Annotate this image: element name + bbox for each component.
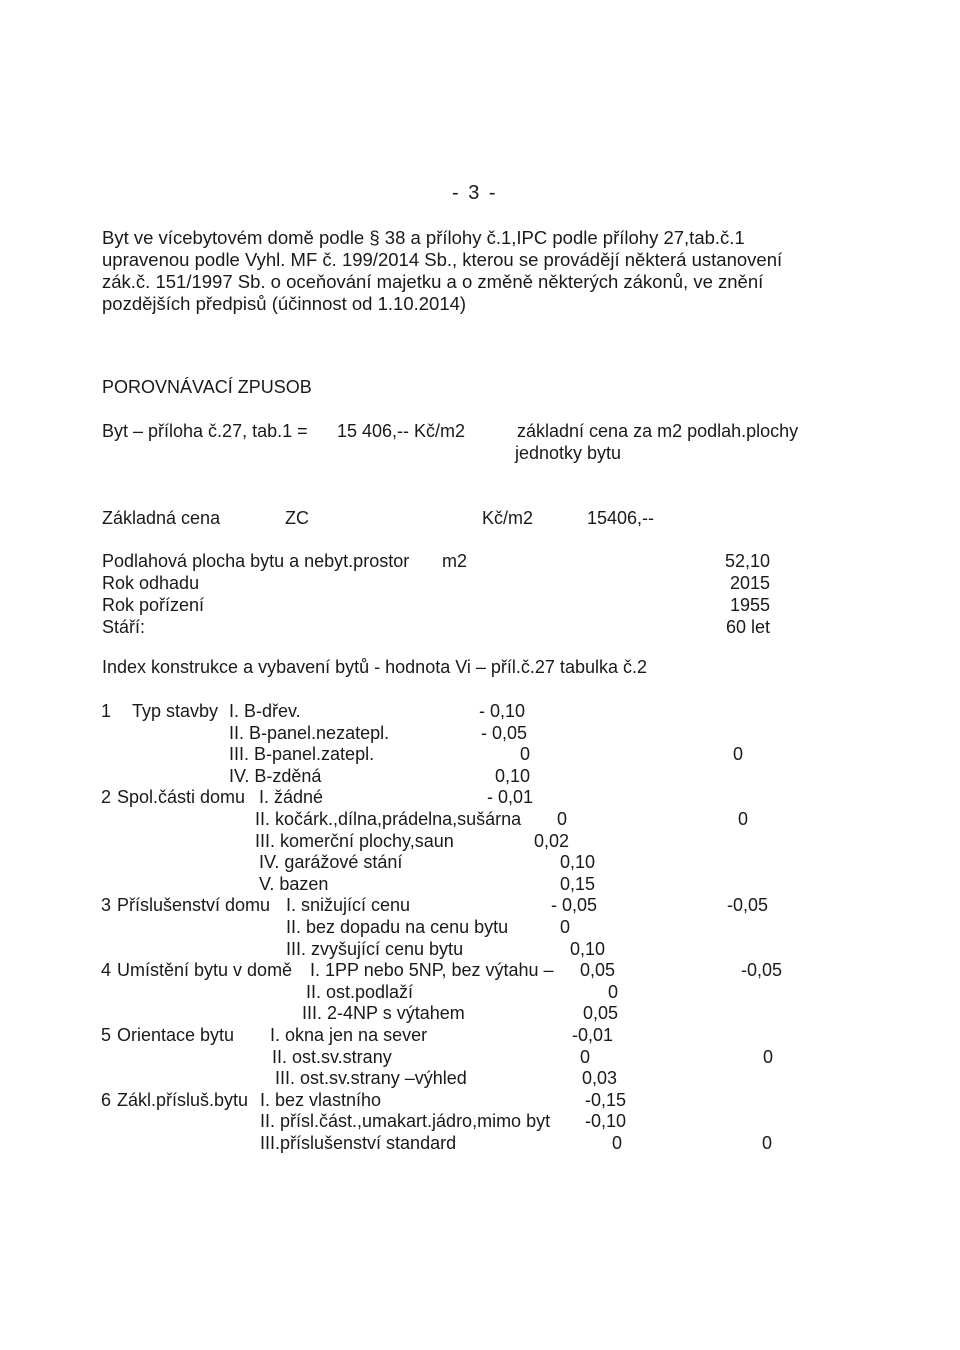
- index-option: I. snižující cenu: [286, 895, 411, 915]
- property-value: 1955: [729, 595, 770, 615]
- base-price-label: Byt – příloha č.27, tab.1 =: [102, 421, 308, 441]
- index-coefficient: 0: [607, 982, 618, 1002]
- property-label: Rok odhadu: [102, 573, 200, 593]
- index-option: IV. B-zděná: [229, 766, 322, 786]
- index-option: II. přísl.část.,umakart.jádro,mimo byt: [260, 1111, 551, 1131]
- index-selected-value: 0: [762, 1047, 773, 1067]
- index-coefficient: 0: [559, 917, 570, 937]
- property-value: 2015: [729, 573, 770, 593]
- index-selected-value: -0,05: [726, 895, 768, 915]
- index-heading: Index konstrukce a vybavení bytů - hodnota Vi – příl.č.27 tabulka č.2: [102, 657, 647, 677]
- index-row-number: 5: [101, 1025, 112, 1045]
- index-coefficient: 0,03: [581, 1068, 617, 1088]
- base-price-note-line-1: základní cena za m2 podlah.plochy: [517, 421, 799, 441]
- zc-label: Základná cena: [102, 508, 221, 528]
- intro-line-2: upravenou podle Vyhl. MF č. 199/2014 Sb., kterou se provádějí některá ustanovení: [102, 249, 783, 270]
- index-coefficient: - 0,05: [550, 895, 597, 915]
- index-coefficient: 0,10: [494, 766, 530, 786]
- index-selected-value: 0: [732, 744, 743, 764]
- index-option: I. B-dřev.: [229, 701, 301, 721]
- index-coefficient: 0,10: [569, 939, 605, 959]
- index-coefficient: 0,05: [582, 1003, 618, 1023]
- index-category: Umístění bytu v domě: [117, 960, 293, 980]
- index-category: Spol.části domu: [117, 787, 246, 807]
- index-coefficient: 0,15: [559, 874, 595, 894]
- zc-unit: Kč/m2: [482, 508, 534, 528]
- intro-line-3: zák.č. 151/1997 Sb. o oceňování majetku a o změně některých zákonů, ve znění: [102, 271, 764, 292]
- index-option: III. B-panel.zatepl.: [229, 744, 375, 764]
- index-option: I. 1PP nebo 5NP, bez výtahu –: [310, 960, 554, 980]
- index-coefficient: 0: [611, 1133, 622, 1153]
- index-option: III. komerční plochy,saun: [255, 831, 454, 851]
- index-category: Orientace bytu: [117, 1025, 235, 1045]
- index-row-number: 6: [101, 1090, 112, 1110]
- index-coefficient: 0,05: [579, 960, 615, 980]
- index-category: Příslušenství domu: [117, 895, 271, 915]
- index-selected-value: 0: [737, 809, 748, 829]
- index-row-number: 3: [101, 895, 112, 915]
- intro-line-1: Byt ve vícebytovém domě podle § 38 a přílohy č.1,IPC podle přílohy 27,tab.č.1: [102, 227, 745, 248]
- index-row-number: 1: [101, 701, 112, 721]
- index-coefficient: -0,10: [584, 1111, 626, 1131]
- index-option: II. ost.sv.strany: [272, 1047, 392, 1067]
- property-label: Stáří:: [102, 617, 146, 637]
- property-value: 52,10: [724, 551, 770, 571]
- index-coefficient: -0,15: [584, 1090, 626, 1110]
- index-coefficient: 0,10: [559, 852, 595, 872]
- property-value: 60 let: [725, 617, 770, 637]
- index-row-number: 4: [101, 960, 112, 980]
- index-coefficient: 0: [519, 744, 530, 764]
- index-option: III. zvyšující cenu bytu: [286, 939, 464, 959]
- index-category: Zákl.přísluš.bytu: [117, 1090, 249, 1110]
- index-option: I. bez vlastního: [260, 1090, 382, 1110]
- section-title: POROVNÁVACÍ ZPUSOB: [102, 377, 312, 397]
- index-option: I. žádné: [259, 787, 324, 807]
- index-row-number: 2: [101, 787, 112, 807]
- base-price-value: 15 406,-- Kč/m2: [337, 421, 466, 441]
- zc-value: 15406,--: [587, 508, 655, 528]
- index-option: II. B-panel.nezatepl.: [229, 723, 390, 743]
- index-coefficient: 0: [556, 809, 567, 829]
- index-coefficient: - 0,01: [486, 787, 533, 807]
- index-coefficient: 0: [579, 1047, 590, 1067]
- index-option: II. bez dopadu na cenu bytu: [286, 917, 509, 937]
- zc-abbr: ZC: [285, 508, 309, 528]
- index-option: II. ost.podlaží: [306, 982, 414, 1002]
- index-option: III. ost.sv.strany –výhled: [275, 1068, 467, 1088]
- index-option: II. kočárk.,dílna,prádelna,sušárna: [255, 809, 522, 829]
- index-option: V. bazen: [259, 874, 329, 894]
- index-coefficient: - 0,10: [478, 701, 525, 721]
- property-unit: m2: [442, 551, 468, 571]
- index-coefficient: -0,01: [571, 1025, 613, 1045]
- index-category: Typ stavby: [132, 701, 219, 721]
- index-option: IV. garážové stání: [259, 852, 403, 872]
- index-coefficient: - 0,05: [480, 723, 527, 743]
- page-number: - 3 -: [452, 182, 498, 204]
- index-option: I. okna jen na sever: [270, 1025, 428, 1045]
- index-option: III. 2-4NP s výtahem: [302, 1003, 465, 1023]
- index-selected-value: -0,05: [740, 960, 782, 980]
- index-option: III.příslušenství standard: [260, 1133, 457, 1153]
- property-label: Rok pořízení: [102, 595, 205, 615]
- intro-line-4: pozdějších předpisů (účinnost od 1.10.2014): [102, 293, 467, 314]
- property-label: Podlahová plocha bytu a nebyt.prostor: [102, 551, 410, 571]
- index-selected-value: 0: [761, 1133, 772, 1153]
- base-price-note-line-2: jednotky bytu: [515, 443, 622, 463]
- index-coefficient: 0,02: [533, 831, 569, 851]
